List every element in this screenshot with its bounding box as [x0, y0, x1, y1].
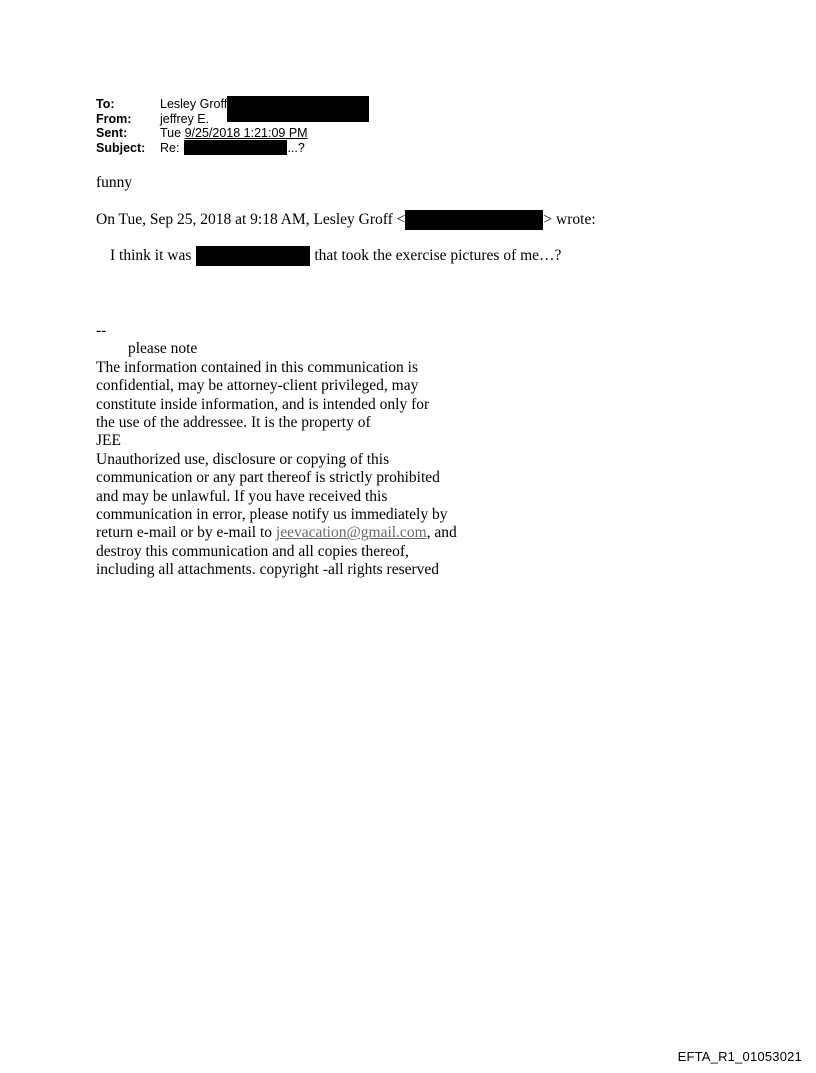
subject-prefix: Re: — [160, 140, 180, 155]
subject-row — [96, 141, 369, 156]
disclaimer-line: constitute inside information, and is intended only for — [96, 395, 430, 413]
disclaimer-line: JEE — [96, 432, 121, 450]
quoted-after: that took the exercise pictures of me…? — [314, 247, 562, 264]
disclaimer-line: communication or any part thereof is strictly prohibited — [96, 469, 440, 487]
sent-value — [160, 126, 308, 141]
to-name: Lesley Groff — [160, 97, 228, 111]
subject-suffix: ...? — [287, 140, 305, 155]
sent-day: Tue — [160, 126, 185, 140]
disclaimer-line: and may be unlawful. If you have received this — [96, 487, 388, 505]
email-link[interactable]: jeevacation@gmail.com — [275, 524, 427, 542]
document-id: EFTA_R1_01053021 — [677, 1049, 802, 1064]
quote-intro-after: > wrote: — [543, 211, 596, 228]
disclaimer-line: Unauthorized use, disclosure or copying of this — [96, 450, 390, 468]
email-line-after: , and — [426, 524, 457, 542]
from-label: From: — [96, 111, 132, 126]
disclaimer-line: the use of the addressee. It is the property of — [96, 414, 371, 432]
signature-block — [96, 322, 457, 580]
disclaimer-line: destroy this communication and all copies thereof, — [96, 542, 409, 560]
sent-datetime: 9/25/2018 1:21:09 PM — [184, 126, 308, 140]
to-row — [96, 97, 369, 112]
reply-text: funny — [96, 174, 133, 191]
disclaimer-line: communication in error, please notify us immediately by — [96, 506, 448, 524]
signature-separator: -- — [96, 322, 107, 339]
signature-note: please note — [128, 340, 198, 358]
quote-intro — [96, 210, 596, 230]
email-line-before: return e-mail or by e-mail to — [96, 524, 276, 542]
disclaimer-line: The information contained in this communication is — [96, 358, 418, 376]
disclaimer-line: confidential, may be attorney-client privileged, may — [96, 377, 419, 395]
sent-label: Sent: — [96, 126, 128, 140]
subject-label: Subject: — [96, 140, 146, 155]
redaction-block — [405, 210, 543, 230]
disclaimer-line: including all attachments. copyright -all rights reserved — [96, 561, 440, 579]
disclaimer-email-line — [96, 524, 457, 542]
redaction-block — [184, 140, 287, 155]
quoted-before: I think it was — [110, 247, 192, 264]
quoted-message — [110, 246, 561, 266]
subject-value — [160, 140, 305, 155]
from-value: jeffrey E. — [160, 111, 210, 126]
to-label: To: — [96, 97, 115, 111]
redaction-block — [196, 246, 310, 266]
email-header — [96, 97, 369, 155]
quote-intro-before: On Tue, Sep 25, 2018 at 9:18 AM, Lesley Groff < — [96, 211, 406, 228]
sent-row — [96, 126, 369, 141]
redaction-block — [227, 96, 369, 122]
